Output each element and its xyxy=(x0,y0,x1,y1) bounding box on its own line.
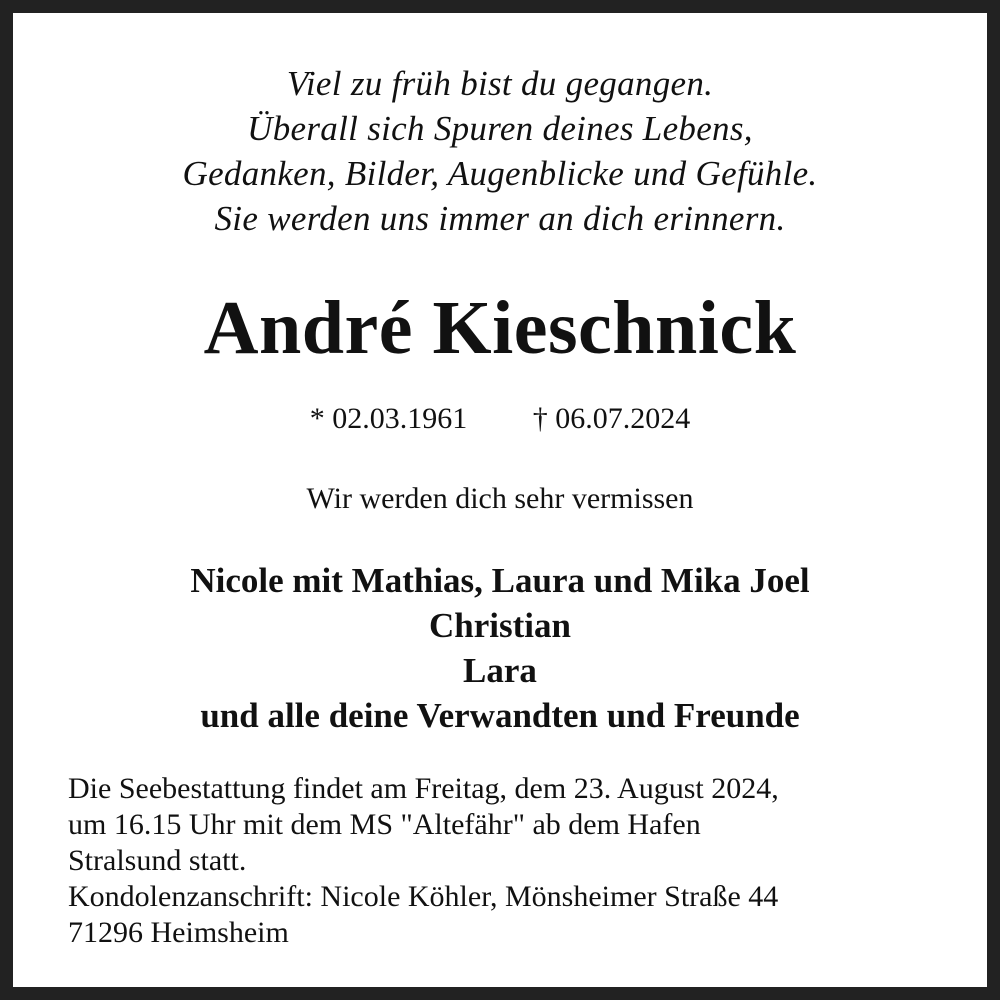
info-line: Stralsund statt. xyxy=(68,844,247,877)
birth-date: * 02.03.1961 xyxy=(309,402,468,435)
mourner-line: und alle deine Verwandten und Freunde xyxy=(200,696,800,735)
mourner-line: Christian xyxy=(429,606,571,645)
funeral-info xyxy=(68,771,947,951)
memorial-poem xyxy=(13,61,987,241)
mourners-list xyxy=(13,558,987,738)
info-line: um 16.15 Uhr mit dem MS "Altefähr" ab dem Hafen xyxy=(68,808,701,841)
condolence-city-line: 71296 Heimsheim xyxy=(68,916,289,949)
farewell-message: Wir werden dich sehr vermissen xyxy=(306,482,694,515)
deceased-name: André Kieschnick xyxy=(203,286,797,370)
info-line: Die Seebestattung findet am Freitag, dem 23. August 2024, xyxy=(68,772,779,805)
poem-line: Gedanken, Bilder, Augenblicke und Gefühle. xyxy=(182,154,818,193)
condolence-address-line: Kondolenzanschrift: Nicole Köhler, Mönsheimer Straße 44 xyxy=(68,880,779,913)
poem-line: Überall sich Spuren deines Lebens, xyxy=(247,109,753,148)
mourner-line: Nicole mit Mathias, Laura und Mika Joel xyxy=(190,561,810,600)
mourner-line: Lara xyxy=(463,651,537,690)
poem-line: Sie werden uns immer an dich erinnern. xyxy=(214,199,786,238)
life-dates xyxy=(13,399,987,439)
death-date: † 06.07.2024 xyxy=(532,402,691,435)
poem-line: Viel zu früh bist du gegangen. xyxy=(286,64,714,103)
